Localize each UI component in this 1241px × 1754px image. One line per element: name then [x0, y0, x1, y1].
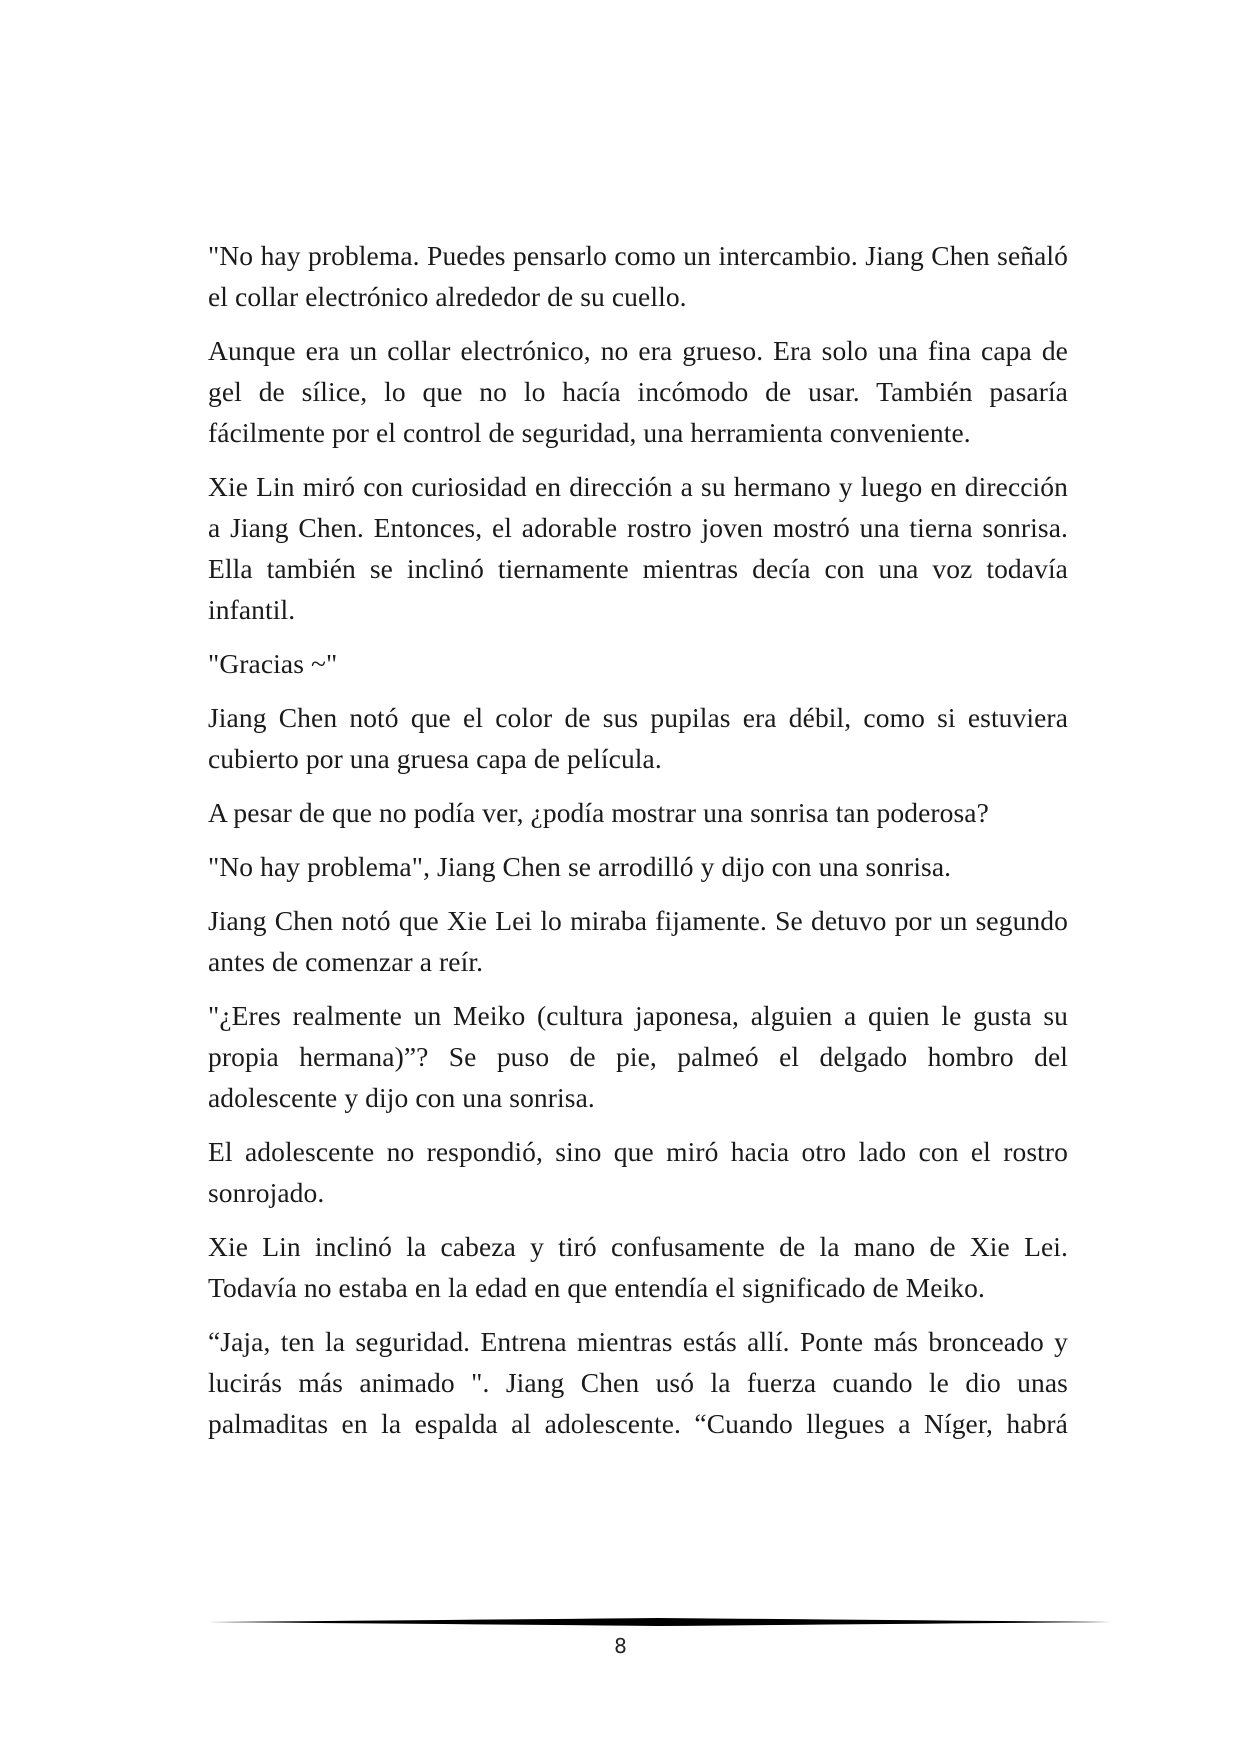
footer-divider: [208, 1616, 1111, 1628]
paragraph: “Jaja, ten la seguridad. Entrena mientras estás allí. Ponte más bronceado y lucirás más animado ". Jiang Chen usó la fuerza cuando le dio unas palmaditas en la espalda al adolescente. “Cuando llegues a Níger, habrá: [208, 1326, 1068, 1439]
page-number: 8: [614, 1634, 627, 1658]
paragraph: Jiang Chen notó que el color de sus pupilas era débil, como si estuviera cubierto por una gruesa capa de película.: [208, 702, 1068, 774]
paragraph: Jiang Chen notó que Xie Lei lo miraba fijamente. Se detuvo por un segundo antes de comenzar a reír.: [208, 905, 1068, 977]
paragraph: A pesar de que no podía ver, ¿podía mostrar una sonrisa tan poderosa?: [208, 797, 989, 828]
paragraph: "No hay problema. Puedes pensarlo como un intercambio. Jiang Chen señaló el collar electrónico alrededor de su cuello.: [208, 240, 1068, 312]
body-text: [208, 235, 1068, 1457]
paragraph: Aunque era un collar electrónico, no era grueso. Era solo una fina capa de gel de sílice, lo que no lo hacía incómodo de usar. También pasaría fácilmente por el control de seguridad, una herramienta conveniente.: [208, 335, 1068, 448]
paragraph: Xie Lin inclinó la cabeza y tiró confusamente de la mano de Xie Lei. Todavía no estaba en la edad en que entendía el significado de Meiko.: [208, 1231, 1068, 1303]
paragraph: Xie Lin miró con curiosidad en dirección a su hermano y luego en dirección a Jiang Chen. Entonces, el adorable rostro joven mostró una tierna sonrisa. Ella también se inclinó tiernamente mientras decía con una voz todavía infantil.: [208, 471, 1068, 625]
paragraph: El adolescente no respondió, sino que miró hacia otro lado con el rostro sonrojado.: [208, 1136, 1068, 1208]
paragraph: "No hay problema", Jiang Chen se arrodilló y dijo con una sonrisa.: [208, 851, 952, 882]
paragraph: "¿Eres realmente un Meiko (cultura japonesa, alguien a quien le gusta su propia hermana)”? Se puso de pie, palmeó el delgado hombro del adolescente y dijo con una sonrisa.: [208, 1000, 1068, 1113]
paragraph: "Gracias ~": [208, 648, 338, 679]
